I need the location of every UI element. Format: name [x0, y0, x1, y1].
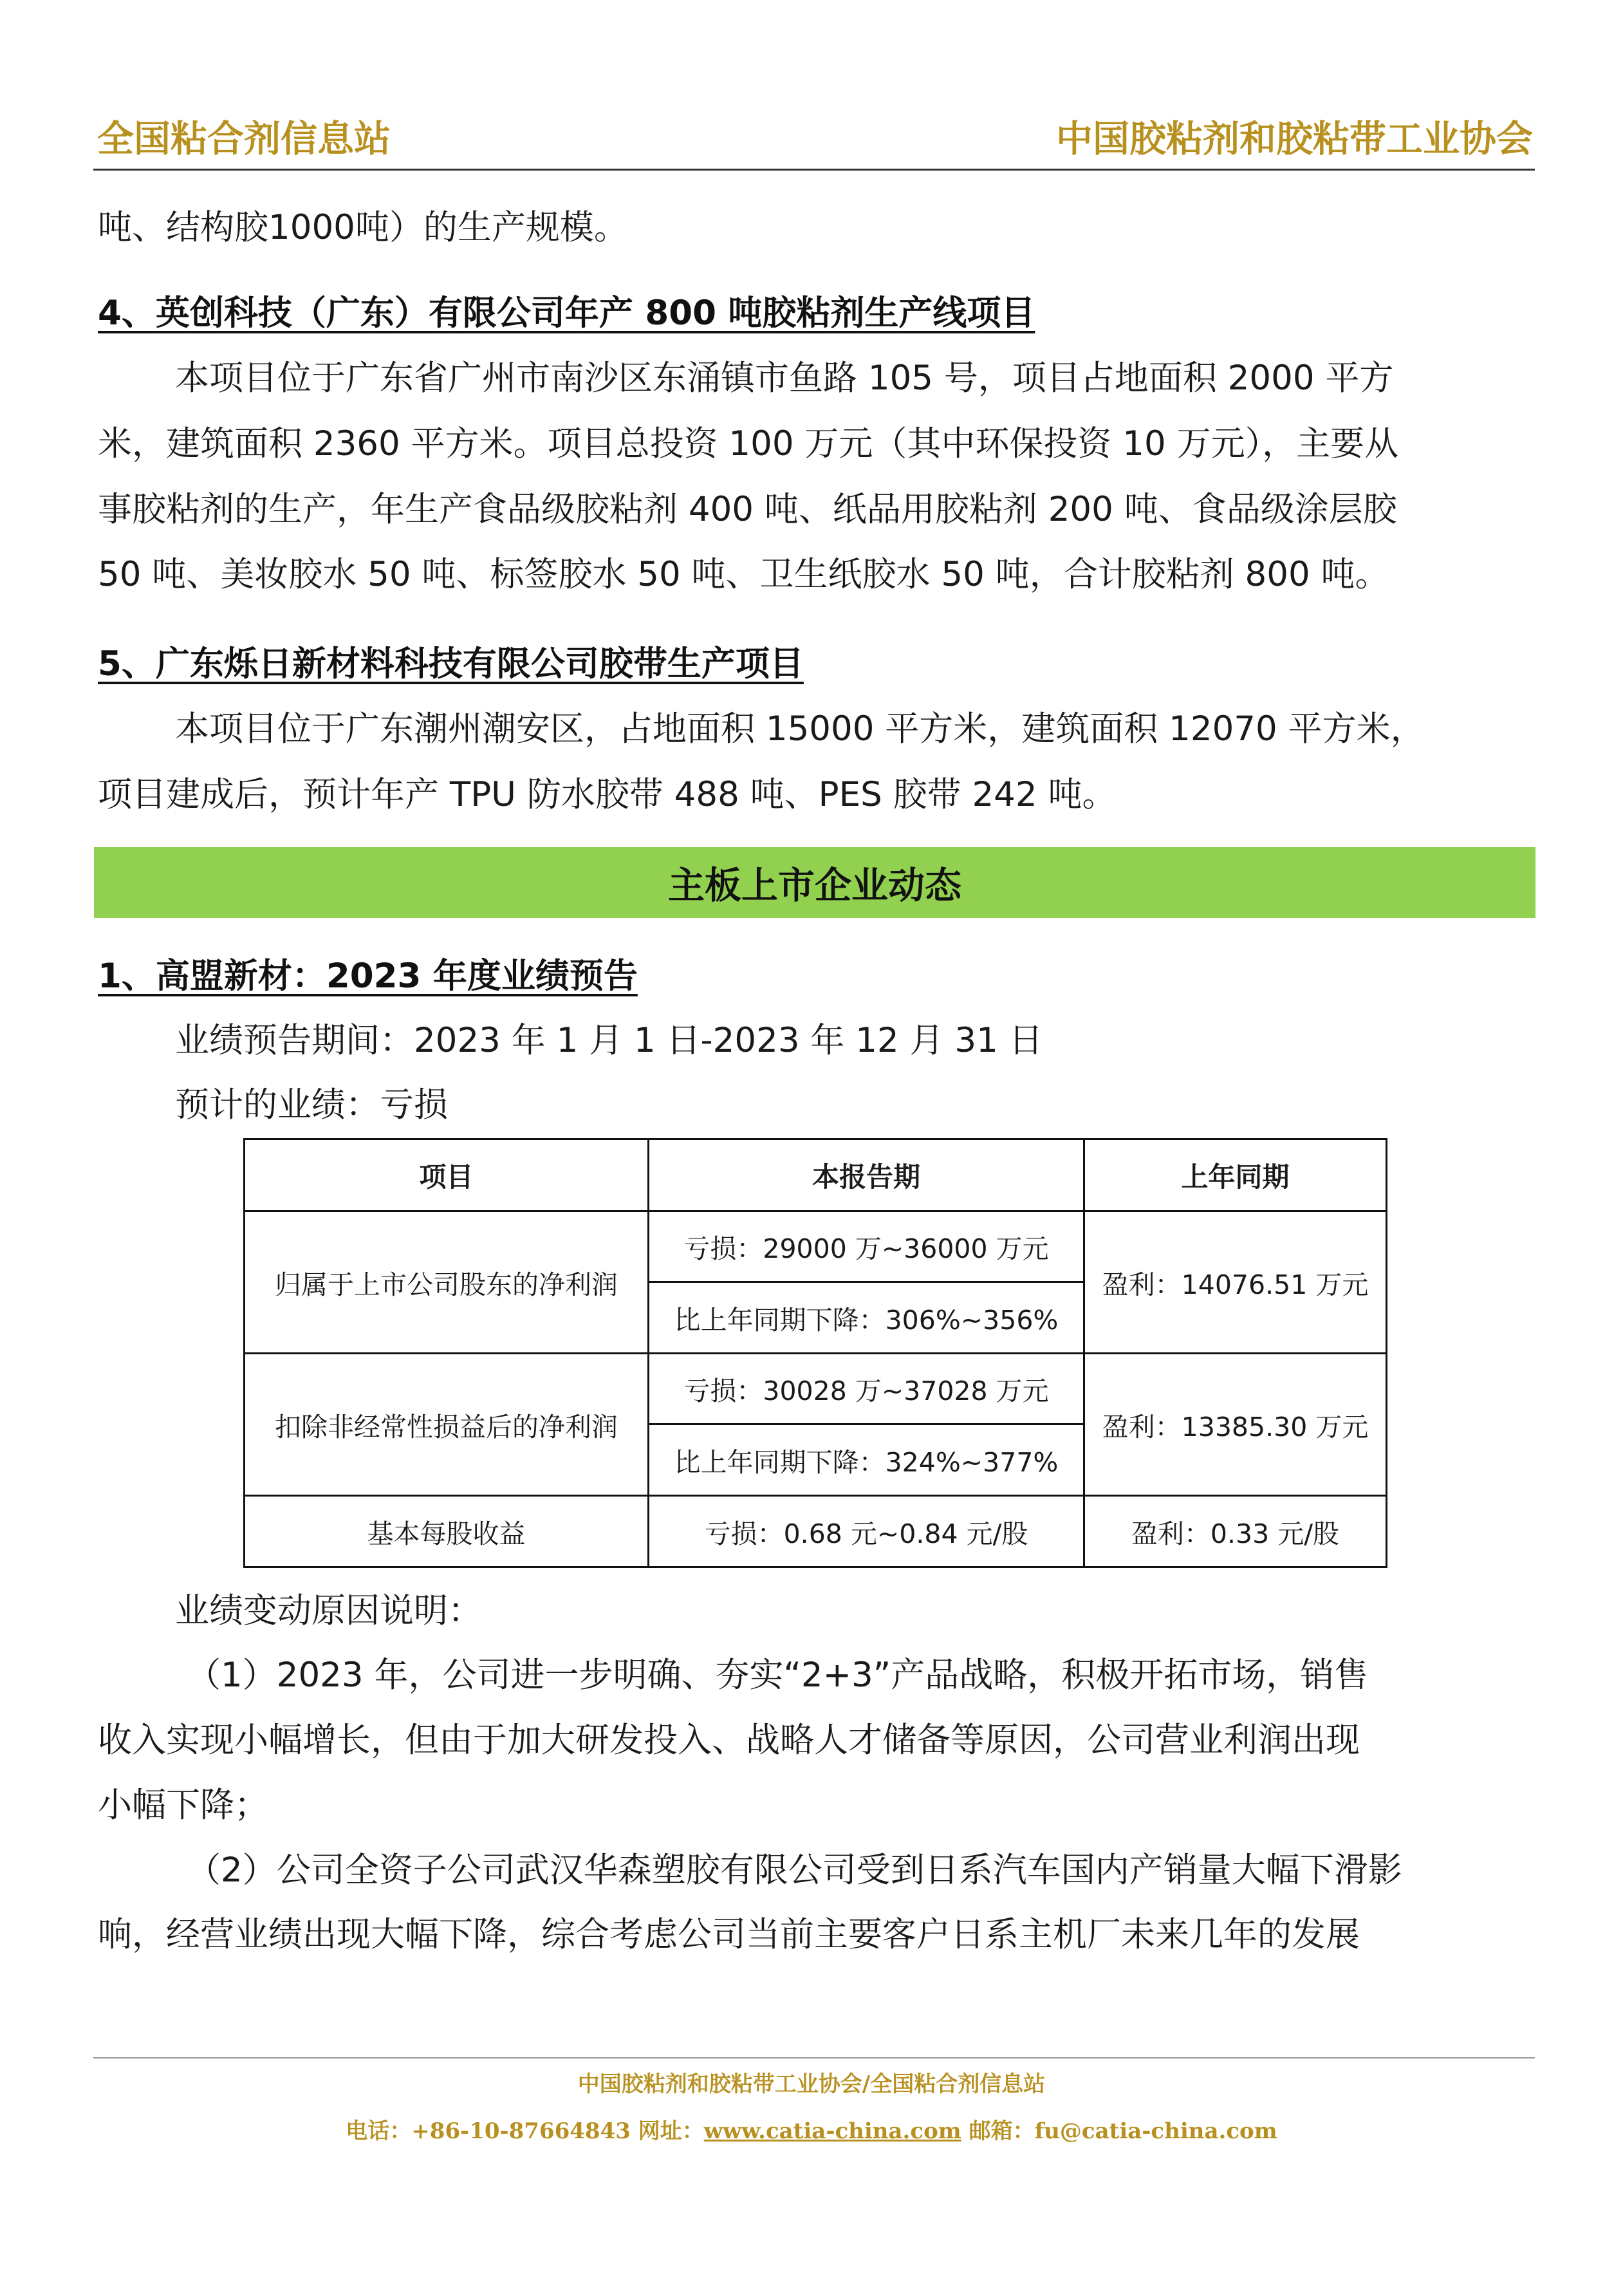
table-row-item: 基本每股收益: [367, 1518, 526, 1549]
footer-divider: [93, 2057, 1535, 2058]
table-header-prior: 上年同期: [1181, 1161, 1290, 1193]
header-divider: [93, 169, 1535, 171]
section-5-line: 项目建成后，预计年产 TPU 防水胶带 488 吨、PES 胶带 242 吨。: [98, 775, 1117, 814]
table-header-item: 项目: [419, 1161, 474, 1193]
main-board-item-heading: 1、高盟新材：2023 年度业绩预告: [98, 957, 638, 996]
table-cell-current: 亏损：29000 万~36000 万元: [683, 1233, 1049, 1264]
table-cell-prior: 盈利：14076.51 万元: [1102, 1269, 1369, 1300]
table-cell-prior: 盈利：0.33 元/股: [1131, 1518, 1340, 1549]
footer-website-link[interactable]: www.catia-china.com: [703, 2118, 961, 2144]
section-4-line: 本项目位于广东省广州市南沙区东涌镇市鱼路 105 号，项目占地面积 2000 平方: [175, 359, 1394, 398]
table-cell-prior: 盈利：13385.30 万元: [1102, 1411, 1369, 1442]
reason-line: 小幅下降；: [98, 1786, 268, 1825]
reason-line: 收入实现小幅增长，但由于加大研发投入、战略人才储备等原因，公司营业利润出现: [98, 1721, 1360, 1760]
section-5-line: 本项目位于广东潮州潮安区，占地面积 15000 平方米，建筑面积 12070 平方米，: [175, 709, 1425, 749]
footer-email: 邮箱：fu@catia-china.com: [961, 2118, 1277, 2144]
banner-title: 主板上市企业动态: [668, 864, 961, 907]
table-row-item: 扣除非经常性损益后的净利润: [275, 1411, 618, 1442]
header-left-title: 全国粘合剂信息站: [97, 117, 391, 160]
reason-line: （2）公司全资子公司武汉华森塑胶有限公司受到日系汽车国内产销量大幅下滑影: [187, 1851, 1402, 1890]
header-right-title: 中国胶粘剂和胶粘带工业协会: [1056, 117, 1533, 160]
reason-title: 业绩变动原因说明：: [175, 1591, 482, 1630]
section-4-heading: 4、英创科技（广东）有限公司年产 800 吨胶粘剂生产线项目: [98, 294, 1035, 333]
continuation-line: 吨、结构胶1000吨）的生产规模。: [98, 208, 628, 247]
section-banner: [94, 847, 1535, 918]
forecast-result: 预计的业绩：亏损: [175, 1085, 448, 1125]
forecast-period: 业绩预告期间：2023 年 1 月 1 日-2023 年 12 月 31 日: [175, 1021, 1043, 1060]
section-4-line: 事胶粘剂的生产，年生产食品级胶粘剂 400 吨、纸品用胶粘剂 200 吨、食品级涂层胶: [98, 490, 1397, 529]
table-row-item: 归属于上市公司股东的净利润: [275, 1269, 618, 1300]
section-4-line: 米，建筑面积 2360 平方米。项目总投资 100 万元（其中环保投资 10 万元），主要从: [98, 424, 1399, 463]
section-4-line: 50 吨、美妆胶水 50 吨、标签胶水 50 吨、卫生纸胶水 50 吨，合计胶粘剂 800 吨。: [98, 555, 1389, 594]
table-cell-current: 亏损：30028 万~37028 万元: [683, 1376, 1049, 1406]
table-cell-current: 亏损：0.68 元~0.84 元/股: [704, 1518, 1028, 1549]
footer-organization: 中国胶粘剂和胶粘带工业协会/全国粘合剂信息站: [577, 2071, 1046, 2097]
reason-line: 响，经营业绩出现大幅下降，综合考虑公司当前主要客户日系主机厂未来几年的发展: [98, 1915, 1360, 1954]
footer-phone: 电话：+86-10-87664843 网址：: [346, 2118, 704, 2144]
reason-line: （1）2023 年，公司进一步明确、夯实“2+3”产品战略，积极开拓市场，销售: [187, 1656, 1369, 1695]
earnings-forecast-table: [243, 1138, 1387, 1568]
table-header-current: 本报告期: [812, 1161, 920, 1193]
section-5-heading: 5、广东烁日新材料科技有限公司胶带生产项目: [98, 644, 804, 684]
table-cell-change: 比上年同期下降：324%~377%: [674, 1446, 1059, 1478]
footer-contact: [0, 2113, 1623, 2149]
table-cell-change: 比上年同期下降：306%~356%: [674, 1304, 1059, 1336]
